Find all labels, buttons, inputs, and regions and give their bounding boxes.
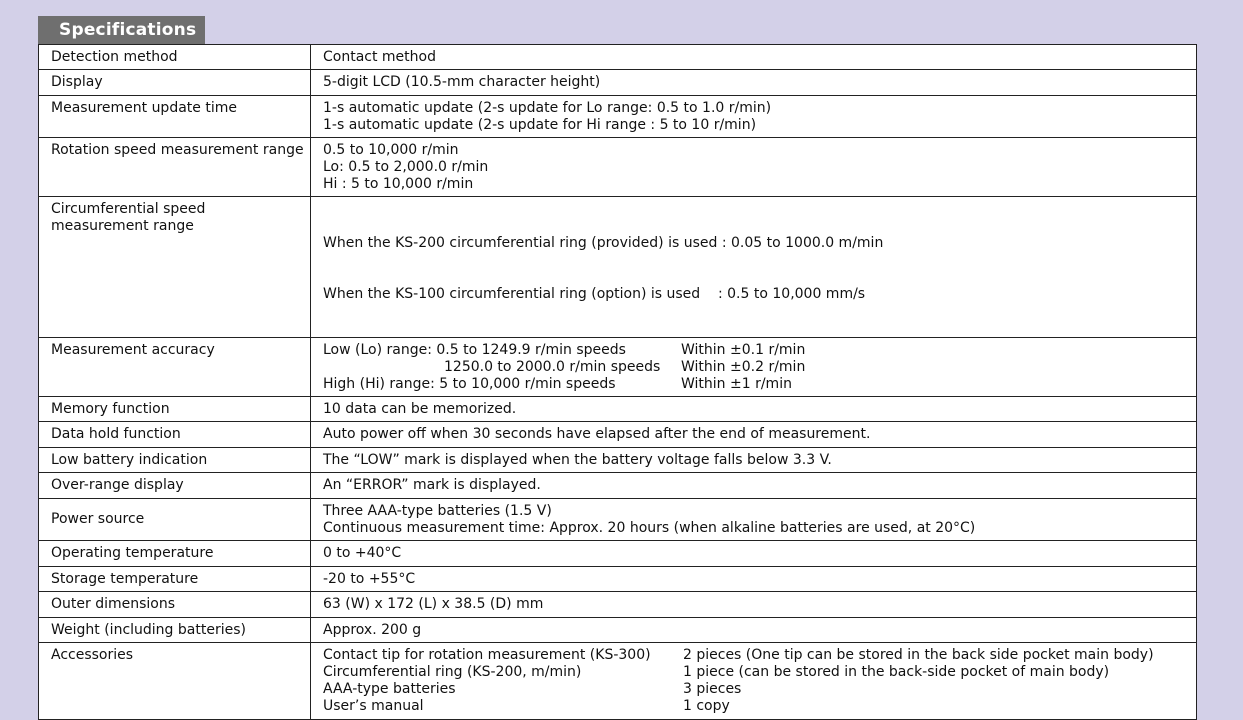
accuracy-high-within: Within ±1 r/min (681, 376, 792, 392)
value-storage-temperature: -20 to +55°C (311, 567, 1197, 592)
circumferential-label-1: Circumferential speed (51, 201, 206, 217)
value-display: 5-digit LCD (10.5-mm character height) (311, 70, 1197, 96)
value-accessories (311, 643, 1197, 720)
accuracy-mid-within: Within ±0.2 r/min (681, 359, 806, 375)
power-line-2: Continuous measurement time: Approx. 20 hours (when alkaline batteries are used, at 20°C) (323, 520, 976, 536)
row-outer-dimensions (39, 592, 1197, 618)
value-accuracy (311, 338, 1197, 397)
update-line-1: 1-s automatic update (2-s update for Lo range: 0.5 to 1.0 r/min) (323, 100, 772, 116)
label-accessories: Accessories (39, 643, 311, 720)
accuracy-row-high (323, 376, 1190, 393)
circumferential-line-1: When the KS-200 circumferential ring (provided) is used : 0.05 to 1000.0 m/min (323, 235, 884, 251)
label-memory: Memory function (39, 397, 311, 422)
accessory-item (323, 698, 1190, 715)
row-operating-temperature (39, 541, 1197, 567)
label-storage-temperature: Storage temperature (39, 567, 311, 592)
label-weight: Weight (including batteries) (39, 618, 311, 643)
rotation-line-1: 0.5 to 10,000 r/min (323, 142, 459, 158)
value-circumferential-range (311, 197, 1197, 338)
row-data-hold (39, 422, 1197, 448)
label-data-hold: Data hold function (39, 422, 311, 448)
accessory-item (323, 664, 1190, 681)
row-memory (39, 397, 1197, 422)
value-detection-method: Contact method (311, 45, 1197, 70)
row-detection-method (39, 45, 1197, 70)
label-low-battery: Low battery indication (39, 448, 311, 473)
row-low-battery (39, 448, 1197, 473)
row-circumferential-range (39, 197, 1197, 338)
accuracy-low-range: Low (Lo) range: 0.5 to 1249.9 r/min speeds (323, 342, 626, 358)
row-accuracy (39, 338, 1197, 397)
accessory-qty: 3 pieces (683, 681, 742, 697)
value-weight: Approx. 200 g (311, 618, 1197, 643)
label-display: Display (39, 70, 311, 96)
value-rotation-range (311, 138, 1197, 197)
rotation-line-2: Lo: 0.5 to 2,000.0 r/min (323, 159, 489, 175)
accessory-name: AAA-type batteries (323, 681, 456, 697)
accuracy-mid-range: 1250.0 to 2000.0 r/min speeds (444, 359, 661, 375)
accessory-name: Contact tip for rotation measurement (KS-300) (323, 647, 651, 663)
accessory-name: Circumferential ring (KS-200, m/min) (323, 664, 582, 680)
label-circumferential-range (39, 197, 311, 338)
rotation-line-3: Hi : 5 to 10,000 r/min (323, 176, 474, 192)
label-over-range: Over-range display (39, 473, 311, 499)
label-power-source: Power source (39, 499, 311, 541)
accessory-item (323, 681, 1190, 698)
row-storage-temperature (39, 567, 1197, 592)
label-update-time: Measurement update time (39, 96, 311, 138)
value-memory: 10 data can be memorized. (311, 397, 1197, 422)
value-power-source (311, 499, 1197, 541)
label-accuracy: Measurement accuracy (39, 338, 311, 397)
row-power-source (39, 499, 1197, 541)
update-line-2: 1-s automatic update (2-s update for Hi range : 5 to 10 r/min) (323, 117, 757, 133)
row-over-range (39, 473, 1197, 499)
circumferential-line-2: When the KS-100 circumferential ring (option) is used : 0.5 to 10,000 mm/s (323, 286, 866, 302)
label-detection-method: Detection method (39, 45, 311, 70)
value-operating-temperature: 0 to +40°C (311, 541, 1197, 567)
row-rotation-range (39, 138, 1197, 197)
label-rotation-range: Rotation speed measurement range (39, 138, 311, 197)
row-update-time (39, 96, 1197, 138)
value-data-hold: Auto power off when 30 seconds have elapsed after the end of measurement. (311, 422, 1197, 448)
accuracy-low-within: Within ±0.1 r/min (681, 342, 806, 358)
row-weight (39, 618, 1197, 643)
row-display (39, 70, 1197, 96)
accuracy-high-range: High (Hi) range: 5 to 10,000 r/min speeds (323, 376, 616, 392)
accessory-name: User’s manual (323, 698, 424, 714)
row-accessories (39, 643, 1197, 720)
accessory-item (323, 647, 1190, 664)
value-outer-dimensions: 63 (W) x 172 (L) x 38.5 (D) mm (311, 592, 1197, 618)
value-over-range: An “ERROR” mark is displayed. (311, 473, 1197, 499)
accuracy-row-mid (323, 359, 1190, 376)
accessory-qty: 1 copy (683, 698, 730, 714)
label-outer-dimensions: Outer dimensions (39, 592, 311, 618)
specifications-table (38, 44, 1197, 720)
accessory-qty: 2 pieces (One tip can be stored in the back side pocket main body) (683, 647, 1154, 663)
label-operating-temperature: Operating temperature (39, 541, 311, 567)
accessory-qty: 1 piece (can be stored in the back-side pocket of main body) (683, 664, 1110, 680)
specifications-tab-title: Specifications (38, 16, 205, 44)
circumferential-label-2: measurement range (51, 218, 194, 234)
value-update-time (311, 96, 1197, 138)
accuracy-row-low (323, 342, 1190, 359)
value-low-battery: The “LOW” mark is displayed when the battery voltage falls below 3.3 V. (311, 448, 1197, 473)
power-line-1: Three AAA-type batteries (1.5 V) (323, 503, 552, 519)
